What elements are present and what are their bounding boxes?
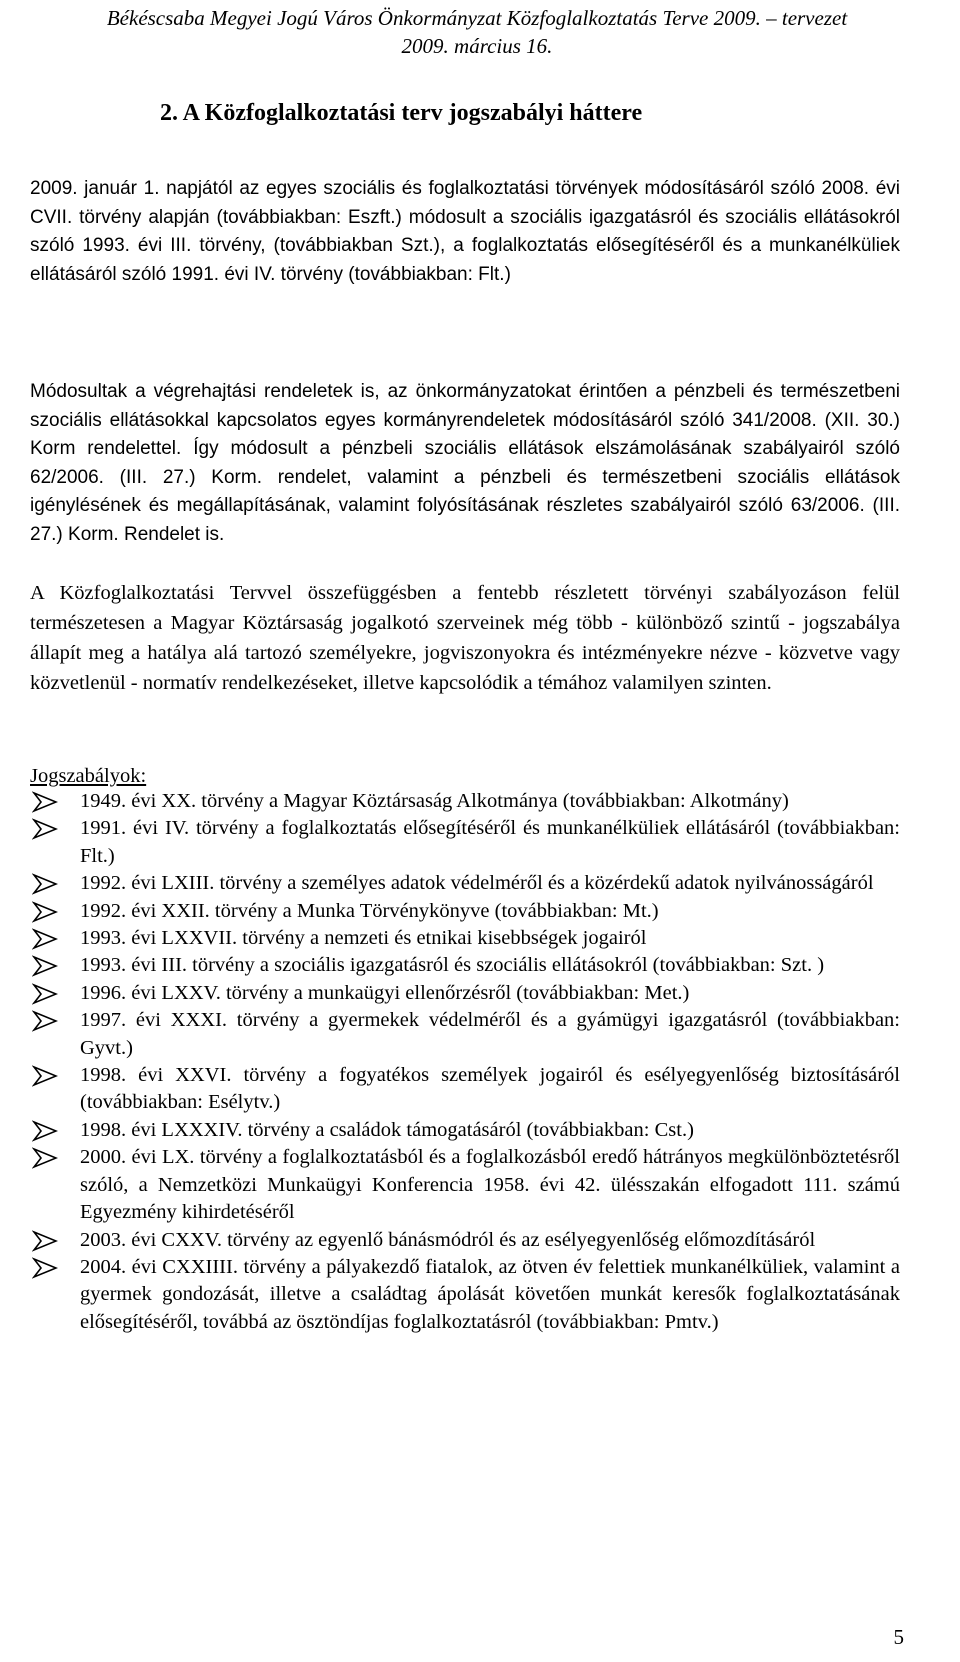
law-text: 2004. évi CXXIIII. törvény a pályakezdő fiatalok, az ötven év felettiek munkanélküliek, valamint a gyermek gondozását, illetve a családtag ápolását követően munkát keresők foglalkoztatásának elősegítéséről, továbbá az ösztöndíjas foglalkoztatásról (továbbiakban: Pmtv.) <box>80 1255 900 1333</box>
law-text: 1949. évi XX. törvény a Magyar Köztársaság Alkotmánya (továbbiakban: Alkotmány) <box>80 790 789 812</box>
header-line-2: 2009. március 16. <box>401 34 553 58</box>
arrowhead-bullet-icon <box>32 983 58 1005</box>
law-text: 1992. évi XXII. törvény a Munka Törvénykönyve (továbbiakban: Mt.) <box>80 899 659 922</box>
arrowhead-bullet-icon <box>32 791 58 813</box>
arrowhead-bullet-icon <box>32 1230 58 1252</box>
arrowhead-bullet-icon <box>32 1120 58 1142</box>
law-text: 2000. évi LX. törvény a foglalkoztatásból és a foglalkozásból eredő hátrányos megkülönböztetésről szóló, a Nemzetközi Munkaügyi Konferencia 1958. évi 42. ülésszakán elfogadott 111. számú Egyezmény kihirdetéséről <box>80 1146 900 1224</box>
section-title: 2. A Közfoglalkoztatási terv jogszabályi háttere <box>160 100 643 126</box>
arrowhead-bullet-icon <box>32 928 58 950</box>
arrowhead-bullet-icon <box>32 818 58 840</box>
list-item <box>30 898 900 925</box>
arrowhead-bullet-icon <box>32 1147 58 1169</box>
paragraph-3: A Közfoglalkoztatási Tervvel összefüggésben a fentebb részletett törvényi szabályozáson felül természetesen a Magyar Köztársaság jogalkotó szerveinek még több - különböző szintű - jogszabálya állapít meg a hatálya alá tartozó személyekre, jogviszonyokra és intézményekre nézve - közvetve vagy közvetlenül - normatív rendelkezéseket, illetve kapcsolódik a témához valamilyen szinten. <box>30 582 900 694</box>
arrowhead-bullet-icon <box>32 873 58 895</box>
page-number: 5 <box>893 1625 904 1649</box>
laws-heading: Jogszabályok: <box>30 765 147 787</box>
law-text: 1993. évi III. törvény a szociális igazgatásról és szociális ellátásokról (továbbiakban: Szt. ) <box>80 954 825 977</box>
law-text: 1997. évi XXXI. törvény a gyermekek védelméről és a gyámügyi igazgatásról (továbbiakban: Gyvt.) <box>80 1009 900 1059</box>
list-item <box>30 1227 900 1254</box>
list-item <box>30 815 900 870</box>
law-text: 1993. évi LXXVII. törvény a nemzeti és etnikai kisebbségek jogairól <box>80 927 647 950</box>
arrowhead-bullet-icon <box>32 1257 58 1279</box>
list-item <box>30 1254 900 1336</box>
laws-list <box>30 788 900 1336</box>
list-item <box>30 788 900 815</box>
arrowhead-bullet-icon <box>32 1065 58 1087</box>
arrowhead-bullet-icon <box>32 955 58 977</box>
law-text: 2003. évi CXXV. törvény az egyenlő bánásmódról és az esélyegyenlőség előmozdításáról <box>80 1228 816 1251</box>
list-item <box>30 1117 900 1144</box>
paragraph-2: Módosultak a végrehajtási rendeletek is, az önkormányzatokat érintően a pénzbeli és természetbeni szociális ellátásokkal kapcsolatos egyes kormányrendeletek módosításáról szóló 341/2008. (XII. 30.) Korm rendelettel. Így módosult a pénzbeli szociális ellátások elszámolásának szabályairól szóló 62/2006. (III. 27.) Korm. rendelet, valamint a pénzbeli és természetbeni szociális ellátások igénylésének és megállapításának, valamint folyósításának részletes szabályairól szóló 63/2006. (III. 27.) Korm. Rendelet is. <box>30 381 900 545</box>
list-item <box>30 952 900 979</box>
running-header <box>32 4 922 60</box>
list-item <box>30 1062 900 1117</box>
list-item <box>30 1144 900 1226</box>
list-item <box>30 980 900 1007</box>
arrowhead-bullet-icon <box>32 901 58 923</box>
law-text: 1992. évi LXIII. törvény a személyes adatok védelméről és a közérdekű adatok nyilvánosságáról <box>80 872 874 895</box>
law-text: 1998. évi LXXXIV. törvény a családok támogatásáról (továbbiakban: Cst.) <box>80 1118 694 1141</box>
paragraph-1: 2009. január 1. napjától az egyes szociális és foglalkoztatási törvények módosításáról szóló 2008. évi CVII. törvény alapján (továbbiakban: Eszft.) módosult a szociális igazgatásról és szociális ellátásokról szóló 1993. évi III. törvény, (továbbiakban Szt.), a foglalkoztatás elősegítéséről és a munkanélküliek ellátásáról szóló 1991. évi IV. törvény (továbbiakban: Flt.) <box>30 178 900 285</box>
list-item <box>30 870 900 897</box>
list-item <box>30 1007 900 1062</box>
law-text: 1998. évi XXVI. törvény a fogyatékos személyek jogairól és esélyegyenlőség biztosításáról (továbbiakban: Esélytv.) <box>80 1064 900 1114</box>
header-line-1: Békéscsaba Megyei Jogú Város Önkormányzat Közfoglalkoztatás Terve 2009. – tervezet <box>106 6 848 30</box>
list-item <box>30 925 900 952</box>
arrowhead-bullet-icon <box>32 1010 58 1032</box>
law-text: 1996. évi LXXV. törvény a munkaügyi ellenőrzésről (továbbiakban: Met.) <box>80 981 690 1004</box>
law-text: 1991. évi IV. törvény a foglalkoztatás elősegítéséről és munkanélküliek ellátásáról (továbbiakban: Flt.) <box>80 817 900 867</box>
